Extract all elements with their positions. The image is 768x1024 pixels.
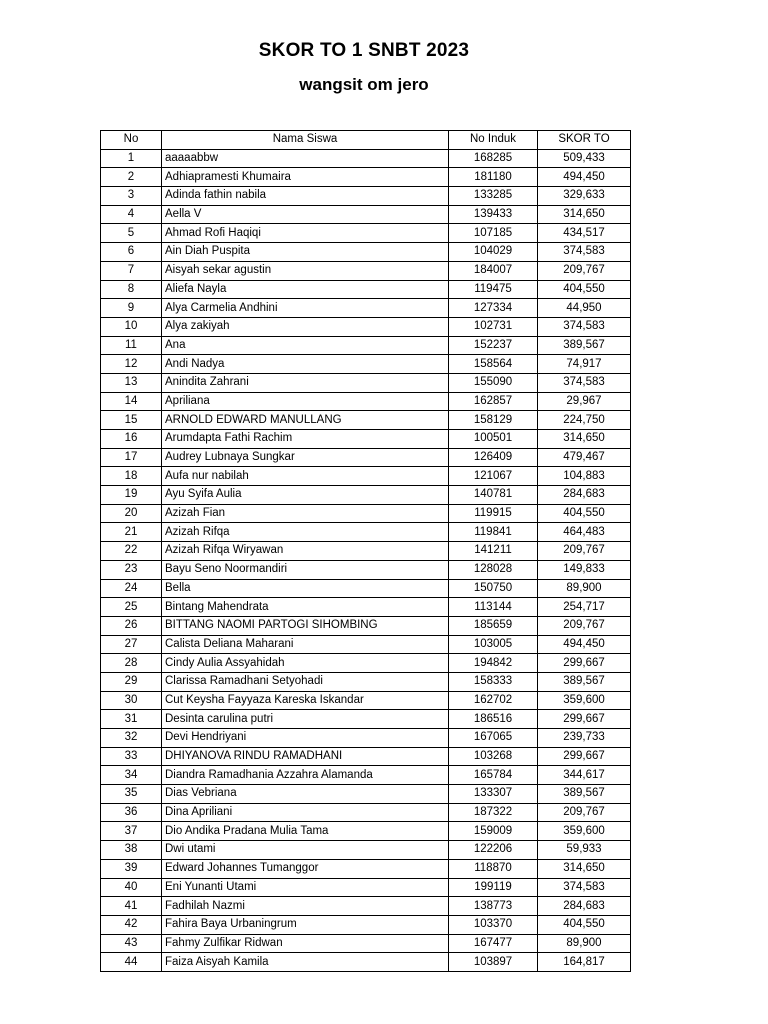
table-row xyxy=(101,747,631,766)
table-row xyxy=(101,317,631,336)
score-cell: 374,583 xyxy=(538,317,631,336)
student-id-cell: 107185 xyxy=(449,224,538,243)
table-row xyxy=(101,766,631,785)
table-row xyxy=(101,803,631,822)
student-name-cell: Dias Vebriana xyxy=(162,785,449,804)
student-name-cell: Cut Keysha Fayyaza Kareska Iskandar xyxy=(162,691,449,710)
student-name-cell: Azizah Fian xyxy=(162,504,449,523)
student-id-cell: 100501 xyxy=(449,430,538,449)
row-number-cell: 7 xyxy=(101,261,162,280)
document-title: SKOR TO 1 SNBT 2023 xyxy=(258,40,470,61)
student-name-cell: Calista Deliana Maharani xyxy=(162,635,449,654)
student-name-cell: Bella xyxy=(162,579,449,598)
student-name-cell: Cindy Aulia Assyahidah xyxy=(162,654,449,673)
student-name-cell: ARNOLD EDWARD MANULLANG xyxy=(162,411,449,430)
row-number-cell: 8 xyxy=(101,280,162,299)
score-cell: 164,817 xyxy=(538,953,631,972)
student-id-cell: 103005 xyxy=(449,635,538,654)
student-name-cell: Azizah Rifqa xyxy=(162,523,449,542)
header-no-induk: No Induk xyxy=(449,131,538,150)
student-id-cell: 167477 xyxy=(449,934,538,953)
score-cell: 209,767 xyxy=(538,803,631,822)
student-name-cell: Audrey Lubnaya Sungkar xyxy=(162,448,449,467)
table-row xyxy=(101,224,631,243)
score-cell: 209,767 xyxy=(538,542,631,561)
table-row xyxy=(101,355,631,374)
row-number-cell: 25 xyxy=(101,598,162,617)
student-id-cell: 133307 xyxy=(449,785,538,804)
row-number-cell: 38 xyxy=(101,841,162,860)
score-cell: 29,967 xyxy=(538,392,631,411)
student-name-cell: Bayu Seno Noormandiri xyxy=(162,560,449,579)
student-id-cell: 185659 xyxy=(449,616,538,635)
row-number-cell: 4 xyxy=(101,205,162,224)
student-name-cell: Clarissa Ramadhani Setyohadi xyxy=(162,672,449,691)
student-id-cell: 162857 xyxy=(449,392,538,411)
student-id-cell: 122206 xyxy=(449,841,538,860)
row-number-cell: 42 xyxy=(101,915,162,934)
score-cell: 389,567 xyxy=(538,672,631,691)
student-id-cell: 133285 xyxy=(449,187,538,206)
student-name-cell: DHIYANOVA RINDU RAMADHANI xyxy=(162,747,449,766)
student-name-cell: Alya zakiyah xyxy=(162,317,449,336)
table-row xyxy=(101,672,631,691)
table-row xyxy=(101,953,631,972)
student-name-cell: Adinda fathin nabila xyxy=(162,187,449,206)
table-row xyxy=(101,859,631,878)
student-name-cell: Diandra Ramadhania Azzahra Alamanda xyxy=(162,766,449,785)
student-id-cell: 119841 xyxy=(449,523,538,542)
score-cell: 494,450 xyxy=(538,635,631,654)
score-cell: 494,450 xyxy=(538,168,631,187)
table-body xyxy=(101,149,631,971)
student-id-cell: 102731 xyxy=(449,317,538,336)
student-id-cell: 128028 xyxy=(449,560,538,579)
score-cell: 404,550 xyxy=(538,504,631,523)
score-cell: 104,883 xyxy=(538,467,631,486)
table-row xyxy=(101,336,631,355)
table-row xyxy=(101,691,631,710)
score-cell: 329,633 xyxy=(538,187,631,206)
student-id-cell: 103370 xyxy=(449,915,538,934)
row-number-cell: 23 xyxy=(101,560,162,579)
score-cell: 89,900 xyxy=(538,934,631,953)
student-id-cell: 194842 xyxy=(449,654,538,673)
table-row xyxy=(101,261,631,280)
student-name-cell: Dwi utami xyxy=(162,841,449,860)
score-cell: 59,933 xyxy=(538,841,631,860)
table-row xyxy=(101,654,631,673)
row-number-cell: 36 xyxy=(101,803,162,822)
row-number-cell: 19 xyxy=(101,486,162,505)
row-number-cell: 12 xyxy=(101,355,162,374)
row-number-cell: 43 xyxy=(101,934,162,953)
student-id-cell: 152237 xyxy=(449,336,538,355)
score-cell: 314,650 xyxy=(538,430,631,449)
student-id-cell: 181180 xyxy=(449,168,538,187)
row-number-cell: 21 xyxy=(101,523,162,542)
score-cell: 224,750 xyxy=(538,411,631,430)
student-id-cell: 141211 xyxy=(449,542,538,561)
row-number-cell: 14 xyxy=(101,392,162,411)
row-number-cell: 31 xyxy=(101,710,162,729)
table-row xyxy=(101,710,631,729)
student-id-cell: 168285 xyxy=(449,149,538,168)
table-row xyxy=(101,430,631,449)
row-number-cell: 30 xyxy=(101,691,162,710)
table-row xyxy=(101,373,631,392)
row-number-cell: 27 xyxy=(101,635,162,654)
table-row xyxy=(101,205,631,224)
student-name-cell: Andi Nadya xyxy=(162,355,449,374)
student-name-cell: aaaaabbw xyxy=(162,149,449,168)
table-row xyxy=(101,299,631,318)
student-id-cell: 159009 xyxy=(449,822,538,841)
student-id-cell: 118870 xyxy=(449,859,538,878)
student-id-cell: 199119 xyxy=(449,878,538,897)
row-number-cell: 28 xyxy=(101,654,162,673)
student-id-cell: 103268 xyxy=(449,747,538,766)
table-row xyxy=(101,915,631,934)
row-number-cell: 35 xyxy=(101,785,162,804)
student-id-cell: 119475 xyxy=(449,280,538,299)
score-cell: 254,717 xyxy=(538,598,631,617)
row-number-cell: 44 xyxy=(101,953,162,972)
row-number-cell: 33 xyxy=(101,747,162,766)
student-name-cell: Aliefa Nayla xyxy=(162,280,449,299)
table-row xyxy=(101,411,631,430)
row-number-cell: 29 xyxy=(101,672,162,691)
table-row xyxy=(101,149,631,168)
student-name-cell: Aisyah sekar agustin xyxy=(162,261,449,280)
score-cell: 374,583 xyxy=(538,878,631,897)
table-row xyxy=(101,841,631,860)
table-row xyxy=(101,560,631,579)
score-cell: 209,767 xyxy=(538,616,631,635)
score-cell: 314,650 xyxy=(538,859,631,878)
student-name-cell: Alya Carmelia Andhini xyxy=(162,299,449,318)
student-name-cell: Fahmy Zulfikar Ridwan xyxy=(162,934,449,953)
student-id-cell: 184007 xyxy=(449,261,538,280)
row-number-cell: 6 xyxy=(101,243,162,262)
table-row xyxy=(101,598,631,617)
score-cell: 209,767 xyxy=(538,261,631,280)
row-number-cell: 1 xyxy=(101,149,162,168)
student-id-cell: 126409 xyxy=(449,448,538,467)
score-cell: 404,550 xyxy=(538,915,631,934)
student-id-cell: 187322 xyxy=(449,803,538,822)
score-cell: 479,467 xyxy=(538,448,631,467)
student-name-cell: Devi Hendriyani xyxy=(162,729,449,748)
score-cell: 389,567 xyxy=(538,785,631,804)
score-cell: 374,583 xyxy=(538,373,631,392)
table-row xyxy=(101,635,631,654)
table-row xyxy=(101,579,631,598)
score-cell: 509,433 xyxy=(538,149,631,168)
row-number-cell: 5 xyxy=(101,224,162,243)
student-id-cell: 158333 xyxy=(449,672,538,691)
row-number-cell: 37 xyxy=(101,822,162,841)
row-number-cell: 17 xyxy=(101,448,162,467)
header-no: No xyxy=(101,131,162,150)
row-number-cell: 26 xyxy=(101,616,162,635)
row-number-cell: 40 xyxy=(101,878,162,897)
table-row xyxy=(101,785,631,804)
table-row xyxy=(101,542,631,561)
row-number-cell: 2 xyxy=(101,168,162,187)
student-name-cell: Adhiapramesti Khumaira xyxy=(162,168,449,187)
row-number-cell: 24 xyxy=(101,579,162,598)
row-number-cell: 11 xyxy=(101,336,162,355)
row-number-cell: 3 xyxy=(101,187,162,206)
student-name-cell: Apriliana xyxy=(162,392,449,411)
score-cell: 359,600 xyxy=(538,691,631,710)
student-id-cell: 167065 xyxy=(449,729,538,748)
row-number-cell: 13 xyxy=(101,373,162,392)
row-number-cell: 22 xyxy=(101,542,162,561)
document-subtitle: wangsit om jero xyxy=(299,75,429,94)
table-row xyxy=(101,523,631,542)
student-name-cell: Fahira Baya Urbaningrum xyxy=(162,915,449,934)
student-name-cell: Aufa nur nabilah xyxy=(162,467,449,486)
row-number-cell: 16 xyxy=(101,430,162,449)
student-id-cell: 158129 xyxy=(449,411,538,430)
student-id-cell: 158564 xyxy=(449,355,538,374)
score-cell: 389,567 xyxy=(538,336,631,355)
score-cell: 314,650 xyxy=(538,205,631,224)
score-cell: 359,600 xyxy=(538,822,631,841)
score-cell: 299,667 xyxy=(538,747,631,766)
table-row xyxy=(101,878,631,897)
score-cell: 89,900 xyxy=(538,579,631,598)
table-row xyxy=(101,822,631,841)
table-header-row xyxy=(101,131,631,150)
table-row xyxy=(101,934,631,953)
row-number-cell: 39 xyxy=(101,859,162,878)
header-skor-to: SKOR TO xyxy=(538,131,631,150)
student-name-cell: Aella V xyxy=(162,205,449,224)
score-cell: 404,550 xyxy=(538,280,631,299)
student-name-cell: Desinta carulina putri xyxy=(162,710,449,729)
table-row xyxy=(101,187,631,206)
student-name-cell: Ain Diah Puspita xyxy=(162,243,449,262)
table-row xyxy=(101,243,631,262)
student-name-cell: Dio Andika Pradana Mulia Tama xyxy=(162,822,449,841)
table-row xyxy=(101,448,631,467)
table-row xyxy=(101,897,631,916)
student-name-cell: Fadhilah Nazmi xyxy=(162,897,449,916)
student-id-cell: 103897 xyxy=(449,953,538,972)
student-id-cell: 150750 xyxy=(449,579,538,598)
student-id-cell: 165784 xyxy=(449,766,538,785)
student-id-cell: 138773 xyxy=(449,897,538,916)
table-row xyxy=(101,729,631,748)
score-cell: 284,683 xyxy=(538,486,631,505)
row-number-cell: 15 xyxy=(101,411,162,430)
score-cell: 434,517 xyxy=(538,224,631,243)
table-row xyxy=(101,168,631,187)
student-name-cell: Edward Johannes Tumanggor xyxy=(162,859,449,878)
score-cell: 299,667 xyxy=(538,710,631,729)
score-cell: 299,667 xyxy=(538,654,631,673)
student-name-cell: Arumdapta Fathi Rachim xyxy=(162,430,449,449)
score-cell: 239,733 xyxy=(538,729,631,748)
student-name-cell: Azizah Rifqa Wiryawan xyxy=(162,542,449,561)
row-number-cell: 41 xyxy=(101,897,162,916)
score-cell: 374,583 xyxy=(538,243,631,262)
student-id-cell: 162702 xyxy=(449,691,538,710)
student-id-cell: 139433 xyxy=(449,205,538,224)
student-name-cell: Ayu Syifa Aulia xyxy=(162,486,449,505)
table-row xyxy=(101,486,631,505)
row-number-cell: 10 xyxy=(101,317,162,336)
student-id-cell: 119915 xyxy=(449,504,538,523)
student-id-cell: 155090 xyxy=(449,373,538,392)
score-cell: 284,683 xyxy=(538,897,631,916)
student-id-cell: 121067 xyxy=(449,467,538,486)
student-name-cell: Bintang Mahendrata xyxy=(162,598,449,617)
row-number-cell: 18 xyxy=(101,467,162,486)
table-row xyxy=(101,280,631,299)
row-number-cell: 20 xyxy=(101,504,162,523)
header-nama-siswa: Nama Siswa xyxy=(162,131,449,150)
student-id-cell: 113144 xyxy=(449,598,538,617)
student-id-cell: 104029 xyxy=(449,243,538,262)
score-cell: 149,833 xyxy=(538,560,631,579)
table-row xyxy=(101,392,631,411)
student-name-cell: Faiza Aisyah Kamila xyxy=(162,953,449,972)
score-cell: 464,483 xyxy=(538,523,631,542)
score-cell: 44,950 xyxy=(538,299,631,318)
table-row xyxy=(101,504,631,523)
student-name-cell: BITTANG NAOMI PARTOGI SIHOMBING xyxy=(162,616,449,635)
student-id-cell: 140781 xyxy=(449,486,538,505)
row-number-cell: 32 xyxy=(101,729,162,748)
score-cell: 74,917 xyxy=(538,355,631,374)
student-name-cell: Dina Apriliani xyxy=(162,803,449,822)
student-id-cell: 186516 xyxy=(449,710,538,729)
row-number-cell: 9 xyxy=(101,299,162,318)
score-cell: 344,617 xyxy=(538,766,631,785)
table-row xyxy=(101,467,631,486)
student-id-cell: 127334 xyxy=(449,299,538,318)
row-number-cell: 34 xyxy=(101,766,162,785)
student-name-cell: Ana xyxy=(162,336,449,355)
student-name-cell: Eni Yunanti Utami xyxy=(162,878,449,897)
student-name-cell: Anindita Zahrani xyxy=(162,373,449,392)
student-name-cell: Ahmad Rofi Haqiqi xyxy=(162,224,449,243)
table-row xyxy=(101,616,631,635)
score-table xyxy=(100,130,631,972)
